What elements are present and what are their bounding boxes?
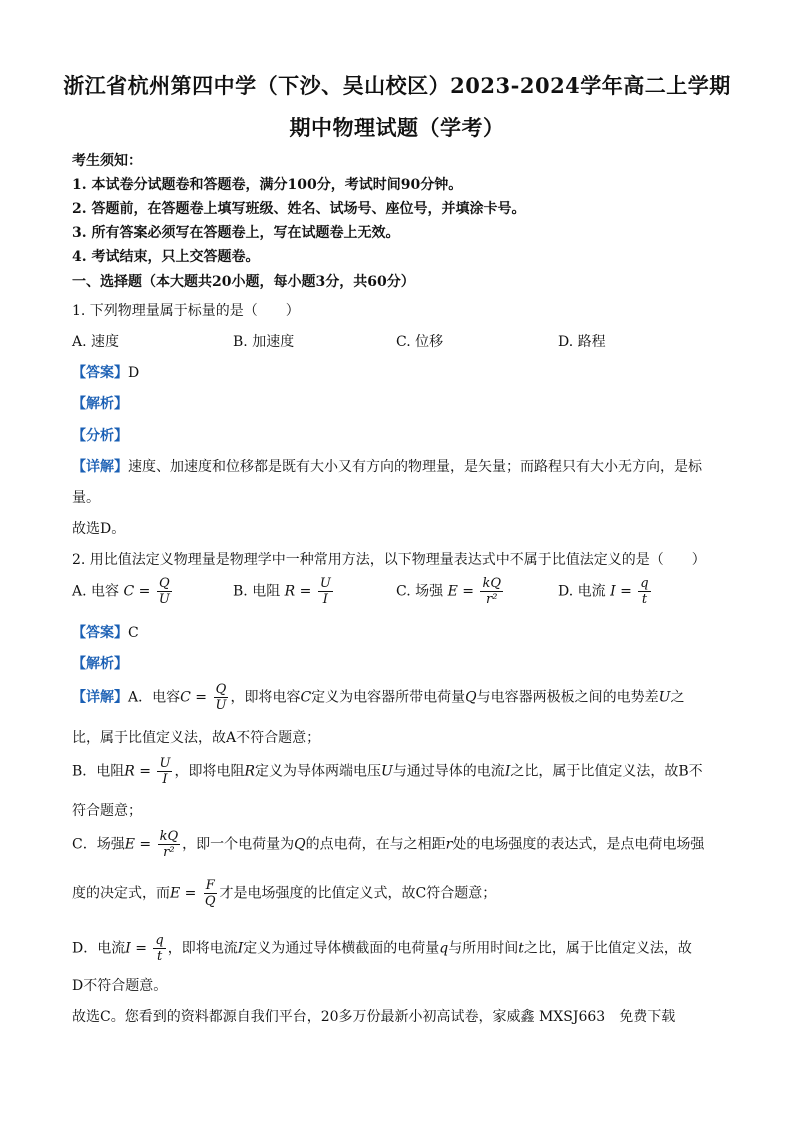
q1-option-b: B. 加速度 [233, 334, 295, 350]
q2-analysis-tag: 【解析】 [72, 656, 128, 672]
q2-detail-c-line2: 度的决定式，而E = $\frac{F}{Q}$ 才是电场强度的比值定义式，故C符合题意； [72, 878, 497, 909]
q2-detail-a-line2: 比，属于比值定义法，故A不符合题意； [72, 730, 321, 746]
document-title-line2: 期中物理试题（学考） [289, 115, 505, 140]
document-title-line1: 浙江省杭州第四中学（下沙、吴山校区）2023-2024学年高二上学期 [63, 73, 731, 98]
q2-stem: 2. 用比值法定义物理量是物理学中一种常用方法，以下物理量表达式中不属于比值法定义的是（ ） [72, 552, 706, 568]
q1-answer [72, 362, 139, 382]
q1-detail-line1: 【详解】速度、加速度和位移都是既有大小又有方向的物理量，是矢量；而路程只有大小无方向，是标 [72, 459, 702, 475]
q2-detail-d-line2: D不符合题意。 [72, 978, 168, 994]
q1-stem: 1. 下列物理量属于标量的是（ ） [72, 303, 300, 319]
notice-item-2: 2. 答题前，在答题卷上填写班级、姓名、试场号、座位号，并填涂卡号。 [72, 201, 526, 217]
q2-answer-value: C [128, 625, 139, 641]
notice-item-3: 3. 所有答案必须写在答题卷上，写在试题卷上无效。 [72, 225, 400, 241]
q2-conclusion: 故选C。您看到的资料都源自我们平台，20多万份最新小初高试卷，家威鑫 MXSJ663 免费下载 [72, 1009, 676, 1025]
q1-detail-line2: 量。 [72, 490, 100, 506]
detail-tag: 【详解】 [72, 459, 128, 475]
q1-fenxi-tag: 【分析】 [72, 428, 128, 444]
q2-detail-d-line1: D．电流I = $\frac{q}{t}$ ，即将电流I定义为通过导体横截面的电荷量q与所用时间t之比，属于比值定义法，故 [72, 933, 692, 964]
q2-detail-a-line1: 【详解】A．电容C = $\frac{Q}{U}$ ，即将电容C定义为电容器所带电荷量Q与电容器两极板之间的电势差U之 [72, 682, 685, 713]
notice-item-1: 1. 本试卷分试题卷和答题卷，满分100分，考试时间90分钟。 [72, 177, 463, 193]
notice-heading: 考生须知： [72, 153, 142, 169]
q2-detail-b-line1: B．电阻R = $\frac{U}{I}$ ，即将电阻R定义为导体两端电压U与通过导体的电流I之比，属于比值定义法，故B不 [72, 756, 703, 787]
q1-answer-value: D [128, 365, 140, 381]
notice-item-4: 4. 考试结束，只上交答题卷。 [72, 249, 260, 265]
q1-option-d: D. 路程 [558, 334, 606, 350]
q2-answer: 【答案】C [72, 625, 139, 641]
q2-option-b: B. 电阻 R = $\frac{U}{I}$ [233, 576, 331, 607]
q2-detail-b-line2: 符合题意； [72, 803, 142, 819]
q1-conclusion: 故选D。 [72, 521, 126, 537]
q1-analysis-tag: 【解析】 [72, 396, 128, 412]
q2-option-a: A. 电容 C = $\frac{Q}{U}$ [72, 576, 170, 607]
answer-tag: 【答案】 [72, 365, 128, 381]
section-heading: 一、选择题（本大题共20小题，每小题3分，共60分） [72, 274, 415, 290]
q2-option-c: C. 场强 E = $\frac{kQ}{\text{r²}}$ [396, 576, 501, 607]
q2-detail-c-line1: C．场强E = $\frac{kQ}{\text{r²}}$ ，即一个电荷量为Q的点电荷，在与之相距r处的电场强度的表达式，是点电荷电场强 [72, 829, 705, 860]
q1-option-a: A. 速度 [72, 334, 120, 350]
q2-option-d: D. 电流 I = $\frac{q}{t}$ [558, 576, 649, 607]
q1-option-c: C. 位移 [396, 334, 444, 350]
